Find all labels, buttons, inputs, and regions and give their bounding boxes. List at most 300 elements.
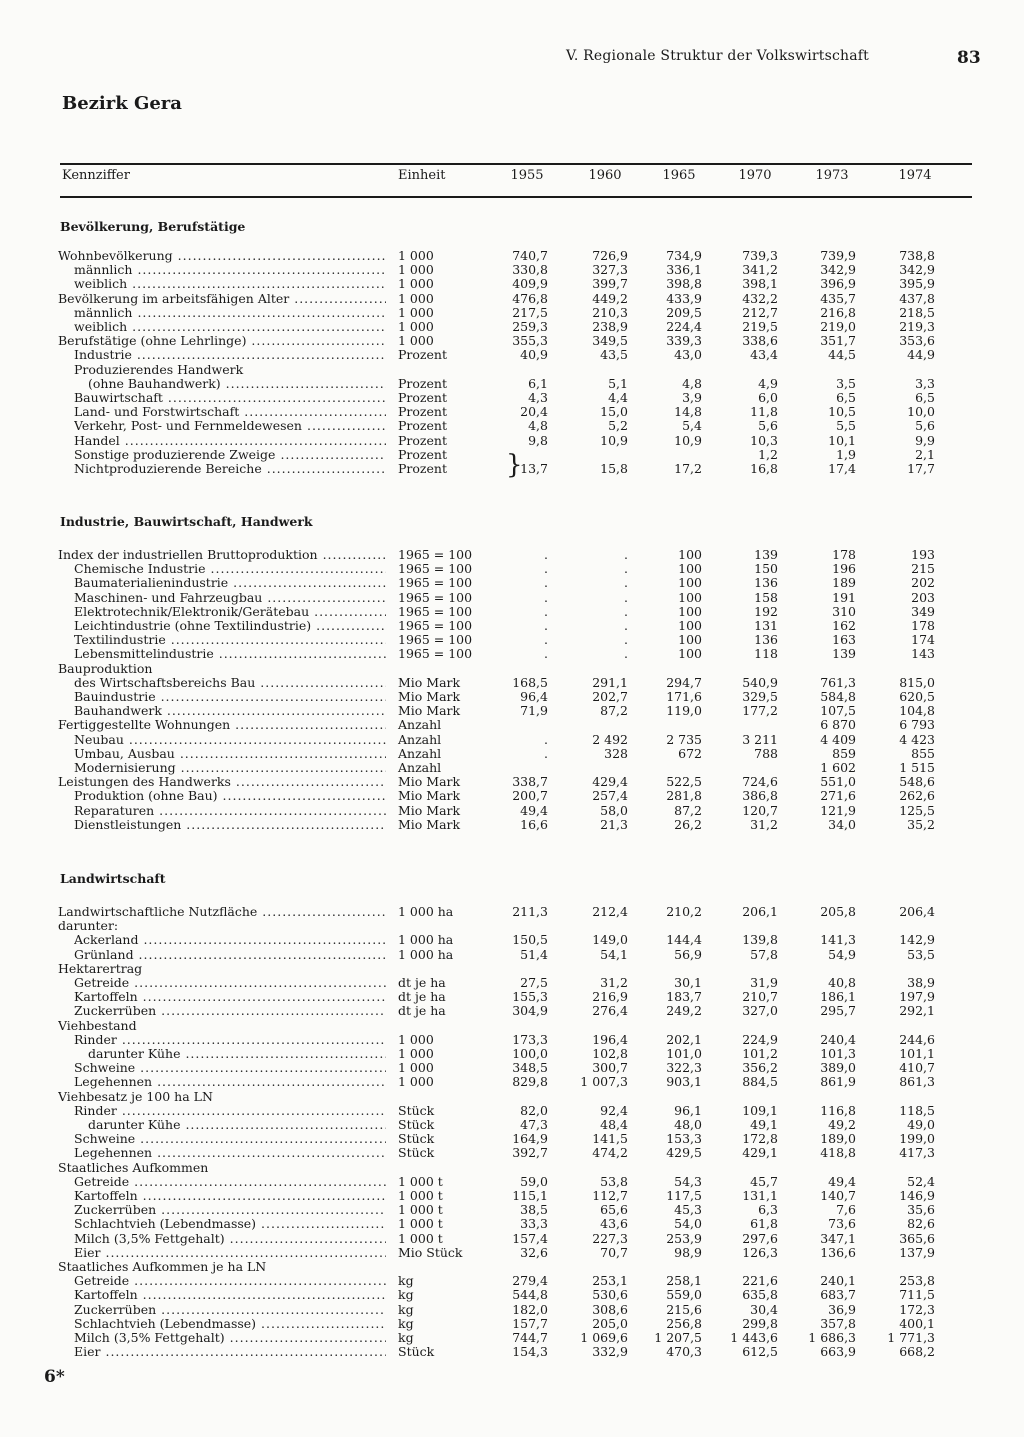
row-label: Leistungen des Handwerks .....: [58, 775, 386, 789]
table-row: [0, 1004, 1024, 1018]
row-value-1955: 338,7: [512, 774, 548, 790]
row-label: Chemische Industrie .....: [74, 562, 386, 576]
row-value-1973: 1,9: [836, 446, 856, 462]
row-value-1955: .: [544, 632, 548, 648]
row-label: Wohnbevölkerung .....: [58, 249, 386, 263]
row-value-1974: 711,5: [899, 1287, 935, 1303]
row-value-1960: 253,1: [592, 1273, 628, 1289]
running-head: V. Regionale Struktur der Volkswirtschaft: [566, 48, 869, 64]
row-unit: Stück: [398, 1131, 435, 1147]
row-value-1965: 101,0: [666, 1046, 702, 1061]
table-row: [0, 1232, 1024, 1246]
row-value-1960: 291,1: [592, 674, 628, 690]
row-value-1965: 119,0: [666, 703, 702, 719]
row-value-1970: 206,1: [742, 904, 778, 919]
row-value-1955: 355,3: [512, 333, 548, 349]
row-label: Ackerland .....: [74, 933, 386, 947]
row-value-1955: 154,3: [512, 1344, 548, 1360]
row-value-1965: 398,8: [666, 276, 702, 292]
row-unit: Stück: [398, 1117, 435, 1132]
row-value-1955: 330,8: [512, 262, 548, 278]
table-row: [0, 1132, 1024, 1146]
row-value-1965: 100: [678, 632, 702, 648]
table-row: [0, 391, 1024, 405]
row-label: Modernisierung .....: [74, 761, 386, 775]
row-label: Getreide .....: [74, 1274, 386, 1288]
row-label: Kartoffeln .....: [74, 1189, 386, 1203]
row-value-1965: 215,6: [666, 1301, 702, 1317]
row-label: Hektarertrag: [58, 961, 143, 976]
table-row: [0, 1260, 1024, 1274]
row-value-1960: 210,3: [592, 304, 628, 320]
row-value-1973: 663,9: [820, 1344, 856, 1360]
row-value-1970: 6,0: [758, 390, 778, 405]
row-value-1973: 396,9: [820, 276, 856, 292]
row-value-1965: 339,3: [666, 333, 702, 349]
row-value-1955: 744,7: [512, 1330, 548, 1345]
table-row: [0, 718, 1024, 732]
row-value-1960: 227,3: [592, 1230, 628, 1246]
row-label: Bauindustrie .....: [74, 690, 386, 704]
table-row: [0, 292, 1024, 306]
row-unit: Prozent: [398, 461, 447, 476]
row-value-1970: 101,2: [742, 1046, 778, 1061]
row-value-1974: 203: [911, 589, 935, 605]
row-value-1974: 410,7: [899, 1060, 935, 1076]
row-value-1974: 3,3: [915, 375, 935, 391]
row-value-1974: 1 771,3: [887, 1330, 935, 1345]
row-value-1965: 171,6: [666, 689, 702, 704]
table-row: [0, 1246, 1024, 1260]
row-value-1965: 522,5: [666, 774, 702, 790]
row-value-1955: 20,4: [520, 404, 548, 420]
row-value-1974: 193: [911, 547, 935, 562]
row-unit: 1 000 t: [398, 1188, 443, 1203]
row-value-1955: 96,4: [520, 689, 548, 704]
table-row: [0, 277, 1024, 291]
row-unit: Prozent: [398, 390, 447, 405]
row-value-1973: 739,9: [820, 248, 856, 263]
row-value-1973: 3,5: [836, 375, 856, 391]
row-value-1955: 200,7: [512, 788, 548, 804]
row-value-1970: 4,9: [758, 375, 778, 391]
row-value-1974: 172,3: [899, 1301, 935, 1317]
row-label: Industrie .....: [74, 348, 386, 362]
row-value-1965: 256,8: [666, 1315, 702, 1331]
row-label: Baumaterialienindustrie .....: [74, 576, 386, 590]
row-value-1970: 31,2: [750, 816, 778, 832]
row-value-1955: 16,6: [520, 816, 548, 832]
row-value-1970: 739,3: [742, 248, 778, 263]
row-value-1960: 43,6: [600, 1216, 628, 1232]
row-value-1973: 44,5: [828, 347, 856, 363]
row-value-1960: 15,8: [600, 461, 628, 476]
row-value-1970: 177,2: [742, 703, 778, 719]
row-value-1973: 6 870: [820, 717, 856, 733]
row-value-1974: 292,1: [899, 1003, 935, 1019]
row-value-1965: 249,2: [666, 1003, 702, 1019]
row-value-1960: 43,5: [600, 347, 628, 363]
row-value-1974: 125,5: [899, 802, 935, 818]
row-label: Legehennen .....: [74, 1075, 386, 1089]
row-label: Viehbestand: [58, 1018, 137, 1033]
row-value-1960: 1 069,6: [580, 1330, 628, 1345]
row-value-1965: 734,9: [666, 248, 702, 263]
table-row: [0, 548, 1024, 562]
row-value-1974: 244,6: [899, 1031, 935, 1047]
row-label: darunter:: [58, 919, 119, 934]
table-row: [0, 733, 1024, 747]
table-row: [0, 1288, 1024, 1302]
row-label: Leichtindustrie (ohne Textilindustrie) .....: [74, 619, 386, 633]
table-row: [0, 1161, 1024, 1175]
section-title: Landwirtschaft: [60, 871, 166, 886]
row-value-1974: 738,8: [899, 248, 935, 263]
row-value-1965: 26,2: [674, 816, 702, 832]
row-value-1965: 100: [678, 575, 702, 591]
row-value-1955: 392,7: [512, 1145, 548, 1161]
row-unit: 1965 = 100: [398, 632, 473, 648]
row-value-1974: 143: [911, 646, 935, 662]
row-value-1960: .: [624, 632, 628, 648]
row-value-1973: 357,8: [820, 1315, 856, 1331]
row-value-1973: 163: [832, 632, 856, 648]
row-value-1965: 3,9: [682, 390, 702, 405]
row-value-1960: 31,2: [600, 975, 628, 990]
row-value-1960: .: [624, 618, 628, 633]
row-unit: Anzahl: [398, 717, 442, 733]
row-value-1973: 178: [832, 547, 856, 562]
row-value-1973: 389,0: [820, 1060, 856, 1076]
row-value-1970: 341,2: [742, 262, 778, 278]
row-value-1960: 349,5: [592, 333, 628, 349]
row-unit: Mio Mark: [398, 674, 461, 690]
row-value-1970: 429,1: [742, 1145, 778, 1161]
row-value-1970: 45,7: [750, 1173, 778, 1189]
row-value-1955: 115,1: [512, 1188, 548, 1203]
row-value-1973: 116,8: [820, 1102, 856, 1118]
row-value-1965: 281,8: [666, 788, 702, 804]
row-value-1974: 400,1: [899, 1315, 935, 1331]
row-value-1955: 157,4: [512, 1230, 548, 1246]
row-value-1965: 100: [678, 603, 702, 619]
region-title: Bezirk Gera: [62, 93, 182, 114]
row-value-1965: 48,0: [674, 1117, 702, 1132]
row-unit: Prozent: [398, 432, 447, 448]
row-unit: Prozent: [398, 375, 447, 391]
row-value-1965: 322,3: [666, 1060, 702, 1076]
row-label: darunter Kühe .....: [88, 1047, 386, 1061]
row-value-1970: 338,6: [742, 333, 778, 349]
row-value-1955: 150,5: [512, 932, 548, 948]
row-value-1974: 53,5: [907, 946, 935, 962]
table-row: [0, 405, 1024, 419]
row-value-1965: 1 207,5: [654, 1330, 702, 1345]
row-value-1974: 174: [911, 632, 935, 648]
row-value-1974: 9,9: [915, 432, 935, 448]
row-value-1960: 58,0: [600, 802, 628, 818]
row-value-1955: .: [544, 589, 548, 605]
row-value-1974: 6,5: [915, 390, 935, 405]
row-label: Berufstätige (ohne Lehrlinge) .....: [58, 334, 386, 348]
table-top-rule: [60, 163, 972, 165]
row-value-1970: 139,8: [742, 932, 778, 948]
row-value-1973: 141,3: [820, 932, 856, 948]
section-title: Bevölkerung, Berufstätige: [60, 219, 246, 234]
row-value-1955: 4,8: [528, 418, 548, 434]
table-row: [0, 348, 1024, 362]
row-value-1970: 150: [754, 561, 778, 577]
table-row: [0, 1061, 1024, 1075]
row-value-1974: 38,9: [907, 975, 935, 990]
row-unit: 1 000: [398, 262, 434, 278]
row-value-1973: 5,5: [836, 418, 856, 434]
row-value-1960: .: [624, 589, 628, 605]
row-unit: kg: [398, 1330, 414, 1345]
row-value-1960: 332,9: [592, 1344, 628, 1360]
row-unit: Prozent: [398, 404, 447, 420]
row-value-1974: 10,0: [907, 404, 935, 420]
row-value-1973: 271,6: [820, 788, 856, 804]
row-value-1955: 259,3: [512, 319, 548, 334]
row-value-1970: 5,6: [758, 418, 778, 434]
row-value-1974: 215: [911, 561, 935, 577]
table-row: [0, 562, 1024, 576]
row-unit: 1 000: [398, 1060, 434, 1076]
row-value-1965: 336,1: [666, 262, 702, 278]
row-value-1955: 304,9: [512, 1003, 548, 1019]
row-value-1965: 54,0: [674, 1216, 702, 1232]
row-unit: 1965 = 100: [398, 646, 473, 662]
column-header-year: 1974: [898, 168, 932, 183]
table-row: [0, 576, 1024, 590]
section-title: Industrie, Bauwirtschaft, Handwerk: [60, 514, 313, 529]
row-label: weiblich .....: [74, 277, 386, 291]
row-value-1970: 139: [754, 547, 778, 562]
row-value-1965: 100: [678, 618, 702, 633]
row-unit: Mio Mark: [398, 816, 461, 832]
column-header-year: 1960: [588, 168, 622, 183]
row-value-1955: 173,3: [512, 1031, 548, 1047]
row-value-1970: 221,6: [742, 1273, 778, 1289]
table-header-rule: [60, 196, 972, 198]
row-value-1973: 1 602: [820, 760, 856, 775]
row-value-1955: 6,1: [528, 375, 548, 391]
row-value-1965: 144,4: [666, 932, 702, 948]
row-value-1973: 1 686,3: [808, 1330, 856, 1345]
row-value-1955: 740,7: [512, 248, 548, 263]
row-value-1970: 172,8: [742, 1131, 778, 1147]
row-label: Kartoffeln .....: [74, 1288, 386, 1302]
row-label: Textilindustrie .....: [74, 633, 386, 647]
row-value-1955: 217,5: [512, 304, 548, 320]
row-value-1955: 47,3: [520, 1117, 548, 1132]
row-unit: Prozent: [398, 446, 447, 462]
row-unit: kg: [398, 1301, 414, 1317]
row-value-1960: 300,7: [592, 1060, 628, 1076]
row-value-1970: 299,8: [742, 1315, 778, 1331]
row-unit: Anzahl: [398, 731, 442, 747]
row-value-1955: .: [544, 603, 548, 619]
row-label: Milch (3,5% Fettgehalt) .....: [74, 1232, 386, 1246]
table-row: [0, 919, 1024, 933]
row-unit: 1965 = 100: [398, 603, 473, 619]
table-row: [0, 591, 1024, 605]
row-label: Grünland .....: [74, 948, 386, 962]
row-value-1955: 49,4: [520, 802, 548, 818]
row-value-1973: 347,1: [820, 1230, 856, 1246]
row-value-1965: 100: [678, 589, 702, 605]
row-value-1965: 117,5: [666, 1188, 702, 1203]
table-row: [0, 619, 1024, 633]
row-value-1965: 30,1: [674, 975, 702, 990]
table-row: [0, 905, 1024, 919]
column-header-year: 1970: [738, 168, 772, 183]
row-value-1960: 102,8: [592, 1046, 628, 1061]
row-value-1955: 4,3: [528, 390, 548, 405]
row-value-1974: 548,6: [899, 774, 935, 790]
row-value-1960: 212,4: [592, 904, 628, 919]
table-row: [0, 1118, 1024, 1132]
row-value-1974: 219,3: [899, 319, 935, 334]
row-value-1960: 238,9: [592, 319, 628, 334]
row-value-1973: 351,7: [820, 333, 856, 349]
row-value-1970: 120,7: [742, 802, 778, 818]
row-value-1970: 212,7: [742, 304, 778, 320]
row-value-1970: 49,1: [750, 1117, 778, 1132]
row-value-1955: .: [544, 731, 548, 747]
row-unit: 1965 = 100: [398, 618, 473, 633]
table-row: [0, 306, 1024, 320]
row-value-1955: 27,5: [520, 975, 548, 990]
table-row: [0, 377, 1024, 391]
row-value-1973: 310: [832, 603, 856, 619]
row-label: darunter Kühe .....: [88, 1118, 386, 1132]
row-unit: 1 000 ha: [398, 932, 454, 948]
row-unit: Mio Mark: [398, 802, 461, 818]
row-unit: Mio Mark: [398, 774, 461, 790]
row-value-1974: 855: [911, 745, 935, 761]
row-value-1974: 218,5: [899, 304, 935, 320]
row-value-1973: 49,4: [828, 1173, 856, 1189]
row-label: Landwirtschaftliche Nutzfläche .....: [58, 905, 386, 919]
row-value-1973: 6,5: [836, 390, 856, 405]
row-value-1965: 87,2: [674, 802, 702, 818]
row-label: Index der industriellen Bruttoproduktion .....: [58, 548, 386, 562]
row-unit: 1965 = 100: [398, 547, 473, 562]
row-value-1974: 6 793: [899, 717, 935, 733]
row-value-1965: 100: [678, 646, 702, 662]
row-value-1973: 859: [832, 745, 856, 761]
row-value-1970: 6,3: [758, 1202, 778, 1218]
row-value-1974: 365,6: [899, 1230, 935, 1246]
row-value-1973: 196: [832, 561, 856, 577]
row-label: Schweine .....: [74, 1132, 386, 1146]
row-value-1960: 327,3: [592, 262, 628, 278]
row-value-1970: 31,9: [750, 975, 778, 990]
row-value-1965: 470,3: [666, 1344, 702, 1360]
row-value-1960: 21,3: [600, 816, 628, 832]
row-value-1974: 262,6: [899, 788, 935, 804]
row-value-1974: 668,2: [899, 1344, 935, 1360]
row-unit: kg: [398, 1273, 414, 1289]
row-value-1970: 109,1: [742, 1102, 778, 1118]
row-unit: 1 000: [398, 1074, 434, 1090]
row-value-1970: 329,5: [742, 689, 778, 704]
row-value-1974: 417,3: [899, 1145, 935, 1161]
row-label: des Wirtschaftsbereichs Bau .....: [74, 676, 386, 690]
row-label: Staatliches Aufkommen: [58, 1160, 209, 1175]
row-value-1955: 51,4: [520, 946, 548, 962]
row-label: männlich .....: [74, 306, 386, 320]
row-value-1970: 131: [754, 618, 778, 633]
row-value-1960: 112,7: [592, 1188, 628, 1203]
row-label: Bevölkerung im arbeitsfähigen Alter .....: [58, 292, 386, 306]
row-label: Maschinen- und Fahrzeugbau .....: [74, 591, 386, 605]
row-value-1965: 672: [678, 745, 702, 761]
row-value-1955: 33,3: [520, 1216, 548, 1232]
row-value-1965: 202,1: [666, 1031, 702, 1047]
row-unit: dt je ha: [398, 989, 446, 1005]
column-header-year: 1965: [662, 168, 696, 183]
table-row: [0, 818, 1024, 832]
row-unit: Anzahl: [398, 745, 442, 761]
table-row: [0, 1331, 1024, 1345]
row-value-1974: 35,2: [907, 816, 935, 832]
row-value-1973: 584,8: [820, 689, 856, 704]
row-value-1965: 294,7: [666, 674, 702, 690]
row-unit: 1 000: [398, 290, 434, 306]
row-label: männlich .....: [74, 263, 386, 277]
row-value-1973: 7,6: [836, 1202, 856, 1218]
row-value-1965: 10,9: [674, 432, 702, 448]
row-value-1974: 395,9: [899, 276, 935, 292]
row-label: Getreide .....: [74, 1175, 386, 1189]
table-row: [0, 605, 1024, 619]
table-row: [0, 990, 1024, 1004]
table-row: [0, 804, 1024, 818]
column-header-kennziffer: Kennziffer: [62, 168, 130, 183]
table-row: [0, 789, 1024, 803]
table-row: [0, 933, 1024, 947]
row-value-1960: 205,0: [592, 1315, 628, 1331]
row-value-1955: .: [544, 561, 548, 577]
row-value-1960: .: [624, 603, 628, 619]
row-value-1973: 189: [832, 575, 856, 591]
row-label: Eier .....: [74, 1345, 386, 1359]
row-value-1973: 36,9: [828, 1301, 856, 1317]
row-unit: Mio Mark: [398, 788, 461, 804]
row-value-1960: 4,4: [608, 390, 628, 405]
row-value-1970: 219,5: [742, 319, 778, 334]
row-value-1965: 224,4: [666, 319, 702, 334]
row-value-1965: 253,9: [666, 1230, 702, 1246]
row-value-1973: 162: [832, 618, 856, 633]
row-label: Eier .....: [74, 1246, 386, 1260]
row-value-1973: 136,6: [820, 1244, 856, 1260]
row-value-1955: 13,7: [520, 461, 548, 476]
table-row: [0, 1217, 1024, 1231]
row-unit: 1 000: [398, 1031, 434, 1047]
row-value-1960: .: [624, 575, 628, 591]
row-value-1955: 168,5: [512, 674, 548, 690]
row-label: Bauwirtschaft .....: [74, 391, 386, 405]
row-label: Dienstleistungen .....: [74, 818, 386, 832]
table-row: [0, 419, 1024, 433]
row-value-1965: 14,8: [674, 404, 702, 420]
row-unit: dt je ha: [398, 975, 446, 990]
row-value-1974: 118,5: [899, 1102, 935, 1118]
